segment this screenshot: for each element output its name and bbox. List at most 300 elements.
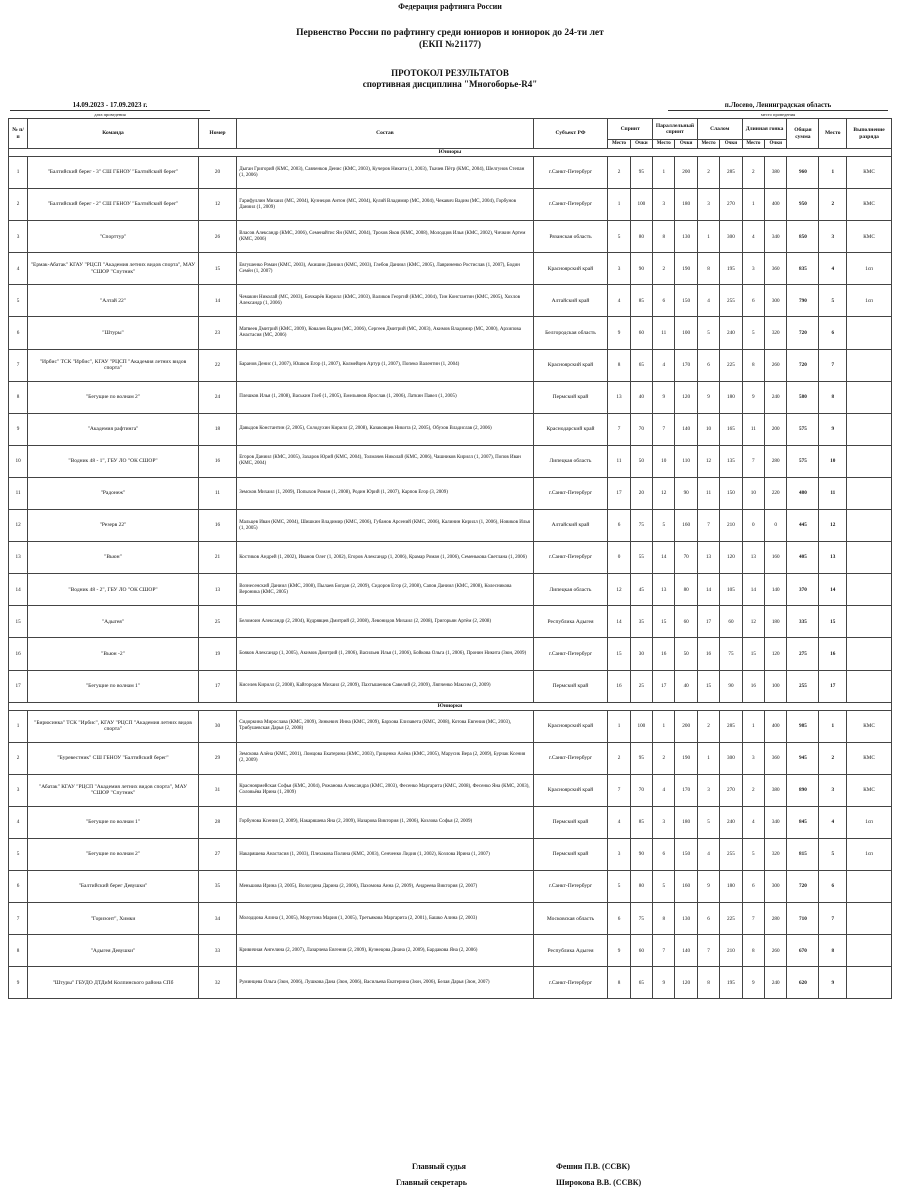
- parallel-points: 140: [675, 413, 697, 445]
- sub-points: Очки: [765, 140, 787, 149]
- row-number: 7: [9, 903, 28, 935]
- sprint-place: 11: [608, 445, 630, 477]
- rank-achieved: 1сп: [847, 253, 892, 285]
- rank-achieved: КМС: [847, 710, 892, 742]
- team-roster: Власов Александр (КМС, 2006), Семенайтис Ян (КМС, 2004), Трохов Яков (КМС, 2008), Молодцов Илья (КМС, 2002), Чичкин Артем (КМС, 2006): [237, 221, 533, 253]
- col-num: № п/п: [9, 119, 28, 149]
- parallel-points: 40: [675, 670, 697, 702]
- table-row: [9, 510, 892, 542]
- rank-achieved: КМС: [847, 742, 892, 774]
- long-race-points: 320: [765, 838, 787, 870]
- slalom-points: 300: [720, 742, 742, 774]
- long-race-place: 1: [742, 710, 764, 742]
- table-row: [9, 157, 892, 189]
- region: г.Санкт-Петербург: [533, 189, 608, 221]
- table-row: [9, 670, 892, 702]
- bib-number: 30: [198, 710, 236, 742]
- table-row: [9, 317, 892, 349]
- row-number: 17: [9, 670, 28, 702]
- long-race-place: 7: [742, 445, 764, 477]
- final-place: 9: [819, 967, 847, 999]
- region: Белгородская область: [533, 317, 608, 349]
- slalom-place: 16: [697, 638, 719, 670]
- row-number: 5: [9, 285, 28, 317]
- slalom-place: 2: [697, 710, 719, 742]
- total-points: 580: [787, 381, 819, 413]
- table-row: [9, 413, 892, 445]
- sprint-points: 75: [630, 903, 652, 935]
- parallel-place: 12: [653, 477, 675, 509]
- section-label: Юниоры: [9, 149, 892, 157]
- slalom-points: 60: [720, 606, 742, 638]
- row-number: 3: [9, 221, 28, 253]
- team-roster: Евгушенко Роман (КМС, 2003), Акишин Даниил (КМС, 2003), Глебов Даниил (КМС, 2005), Лавриненко Ростислав (1, 2007), Бодин Семён (1, 2007): [237, 253, 533, 285]
- team-roster: Земскова Алёна (КМС, 2001), Ломцова Екатерина (КМС, 2003), Гриценко Алёна (КМС, 2005), Марусик Вера (2, 2009), Бурчак Ксения (2, 2009): [237, 742, 533, 774]
- slalom-place: 2: [697, 157, 719, 189]
- sprint-place: 15: [608, 638, 630, 670]
- sprint-points: 40: [630, 381, 652, 413]
- slalom-place: 8: [697, 253, 719, 285]
- sprint-place: 1: [608, 189, 630, 221]
- team-roster: Дыган Григорий (КМС, 2003), Савченков Денис (КМС, 2003), Кучеров Никита (1, 2003), Ткачев Пётр (КМС, 2004), Шелгунов Степан (1, 2006): [237, 157, 533, 189]
- long-race-place: 14: [742, 574, 764, 606]
- slalom-points: 225: [720, 903, 742, 935]
- team-name: "Академия рафтинга": [28, 413, 199, 445]
- final-place: 12: [819, 510, 847, 542]
- total-points: 845: [787, 806, 819, 838]
- bib-number: 25: [198, 606, 236, 638]
- rank-achieved: [847, 871, 892, 903]
- parallel-place: 6: [653, 838, 675, 870]
- slalom-place: 6: [697, 903, 719, 935]
- final-place: 7: [819, 903, 847, 935]
- long-race-points: 100: [765, 670, 787, 702]
- parallel-points: 60: [675, 606, 697, 638]
- team-roster: Земсков Михаил (1, 2009), Попыхов Роман (1, 2008), Родин Юрий (1, 2007), Карпов Егор (3, 2009): [237, 477, 533, 509]
- rank-achieved: [847, 542, 892, 574]
- final-place: 16: [819, 638, 847, 670]
- team-roster: Егоров Даниил (КМС, 2005), Захаров Юрий (КМС, 2004), Толмачев Николай (КМС, 2006), Чашников Кирилл (1, 2007), Попов Иван (КМС, 2004): [237, 445, 533, 477]
- rank-achieved: [847, 935, 892, 967]
- parallel-place: 3: [653, 806, 675, 838]
- slalom-points: 150: [720, 477, 742, 509]
- long-race-place: 7: [742, 903, 764, 935]
- rank-achieved: [847, 638, 892, 670]
- row-number: 10: [9, 445, 28, 477]
- col-place: Место: [819, 119, 847, 149]
- team-roster: Беломоин Александр (2, 2004), Кудрявцев Дмитрий (2, 2008), Левонидов Михаил (2, 2008), Григорьян Артём (2, 2008): [237, 606, 533, 638]
- team-name: "Балтийский берег - 2" СШ ГБНОУ "Балтийский берег": [28, 189, 199, 221]
- chief-secretary-name: Широкова В.В. (ССВК): [556, 1178, 642, 1187]
- slalom-points: 240: [720, 806, 742, 838]
- long-race-points: 0: [765, 510, 787, 542]
- bib-number: 23: [198, 317, 236, 349]
- sprint-points: 45: [630, 574, 652, 606]
- table-row: [9, 542, 892, 574]
- team-roster: Кривичная Ангелина (2, 2007), Лазарчева Евгения (2, 2009), Кузнецова Диана (2, 2009), Бардакова Яна (2, 2006): [237, 935, 533, 967]
- row-number: 12: [9, 510, 28, 542]
- sprint-points: 85: [630, 806, 652, 838]
- parallel-place: 2: [653, 253, 675, 285]
- final-place: 9: [819, 413, 847, 445]
- col-sprint: Спринт: [608, 119, 653, 140]
- parallel-place: 17: [653, 670, 675, 702]
- team-roster: Баранов Денис (1, 2007), Юшков Егор (1, 2007), Колмейцев Артур (1, 2007), Попеко Валентин (1, 2004): [237, 349, 533, 381]
- title-line-1: Первенство России по рафтингу среди юниоров и юниорок до 24-ти лет: [296, 28, 604, 38]
- team-name: "Горизонт", Химки: [28, 903, 199, 935]
- final-place: 10: [819, 445, 847, 477]
- final-place: 6: [819, 871, 847, 903]
- team-roster: Красноярмейская Софья (КМС, 2004), Рожанова Александра (КМС, 2003), Фесенко Маргарита (КМС, 2008), Фесенко Яна (КМС, 2003), Соловьёва Ирина (1, 2009): [237, 774, 533, 806]
- long-race-place: 2: [742, 157, 764, 189]
- long-race-place: 2: [742, 774, 764, 806]
- bib-number: 17: [198, 670, 236, 702]
- chief-judge-label: Главный судья: [412, 1162, 467, 1171]
- total-points: 255: [787, 670, 819, 702]
- final-place: 2: [819, 742, 847, 774]
- sprint-points: 30: [630, 638, 652, 670]
- final-place: 1: [819, 157, 847, 189]
- parallel-points: 200: [675, 710, 697, 742]
- parallel-points: 50: [675, 638, 697, 670]
- region: г.Санкт-Петербург: [533, 742, 608, 774]
- parallel-points: 190: [675, 742, 697, 774]
- long-race-points: 280: [765, 445, 787, 477]
- sprint-points: 60: [630, 935, 652, 967]
- sprint-place: 13: [608, 381, 630, 413]
- final-place: 4: [819, 253, 847, 285]
- slalom-points: 255: [720, 285, 742, 317]
- long-race-points: 300: [765, 871, 787, 903]
- region: г.Санкт-Петербург: [533, 542, 608, 574]
- total-points: 710: [787, 903, 819, 935]
- team-roster: Горбунова Ксения (2, 2009), Накаряшева Яна (2, 2009), Назарова Виктория (1, 2006), Козлова Софья (2, 2009): [237, 806, 533, 838]
- parallel-points: 130: [675, 903, 697, 935]
- parallel-place: 1: [653, 710, 675, 742]
- table-row: [9, 445, 892, 477]
- parallel-place: 3: [653, 189, 675, 221]
- team-name: "Водник 48 - 2", ГБУ ЛО "ОК СШОР": [28, 574, 199, 606]
- sub-points: Очки: [630, 140, 652, 149]
- rank-achieved: [847, 670, 892, 702]
- region: г.Санкт-Петербург: [533, 638, 608, 670]
- parallel-points: 110: [675, 445, 697, 477]
- final-place: 14: [819, 574, 847, 606]
- long-race-place: 13: [742, 542, 764, 574]
- region: Красноярский край: [533, 710, 608, 742]
- slalom-points: 270: [720, 189, 742, 221]
- table-row: [9, 638, 892, 670]
- final-place: 5: [819, 838, 847, 870]
- slalom-place: 6: [697, 349, 719, 381]
- slalom-points: 210: [720, 510, 742, 542]
- team-name: "Спорттур": [28, 221, 199, 253]
- slalom-points: 285: [720, 710, 742, 742]
- long-race-place: 5: [742, 317, 764, 349]
- rank-achieved: 1сп: [847, 838, 892, 870]
- slalom-place: 4: [697, 838, 719, 870]
- table-row: [9, 871, 892, 903]
- total-points: 445: [787, 510, 819, 542]
- sprint-place: 14: [608, 606, 630, 638]
- parallel-points: 180: [675, 806, 697, 838]
- long-race-points: 140: [765, 574, 787, 606]
- slalom-place: 9: [697, 871, 719, 903]
- rank-achieved: [847, 967, 892, 999]
- final-place: 8: [819, 381, 847, 413]
- long-race-place: 16: [742, 670, 764, 702]
- region: Республика Адыгея: [533, 606, 608, 638]
- rank-achieved: [847, 349, 892, 381]
- slalom-points: 195: [720, 253, 742, 285]
- sprint-place: 17: [608, 477, 630, 509]
- table-row: [9, 189, 892, 221]
- bib-number: 11: [198, 477, 236, 509]
- total-points: 370: [787, 574, 819, 606]
- sprint-points: 75: [630, 510, 652, 542]
- team-name: "Ирбис" ТСК "Ирбис", КГАУ "РЦСП "Академия летних видов спорта": [28, 349, 199, 381]
- final-place: 15: [819, 606, 847, 638]
- sprint-points: 20: [630, 477, 652, 509]
- long-race-place: 3: [742, 742, 764, 774]
- bib-number: 33: [198, 935, 236, 967]
- row-number: 1: [9, 157, 28, 189]
- rank-achieved: КМС: [847, 774, 892, 806]
- table-row: [9, 903, 892, 935]
- sprint-points: 70: [630, 774, 652, 806]
- slalom-place: 9: [697, 381, 719, 413]
- slalom-place: 4: [697, 285, 719, 317]
- region: г.Санкт-Петербург: [533, 157, 608, 189]
- team-name: "Бегущие по волнам 1": [28, 670, 199, 702]
- total-points: 335: [787, 606, 819, 638]
- long-race-points: 300: [765, 285, 787, 317]
- slalom-points: 75: [720, 638, 742, 670]
- sub-points: Очки: [720, 140, 742, 149]
- row-number: 11: [9, 477, 28, 509]
- bib-number: 35: [198, 871, 236, 903]
- sprint-place: 7: [608, 774, 630, 806]
- slalom-points: 300: [720, 221, 742, 253]
- sprint-points: 80: [630, 221, 652, 253]
- sprint-place: 1: [608, 710, 630, 742]
- region: Пермский край: [533, 381, 608, 413]
- col-region: Субъект РФ: [533, 119, 608, 149]
- table-row: [9, 838, 892, 870]
- table-row: [9, 221, 892, 253]
- sub-place: Место: [742, 140, 764, 149]
- parallel-place: 5: [653, 871, 675, 903]
- parallel-place: 5: [653, 510, 675, 542]
- slalom-points: 90: [720, 670, 742, 702]
- rank-achieved: [847, 903, 892, 935]
- parallel-points: 180: [675, 189, 697, 221]
- row-number: 16: [9, 638, 28, 670]
- sprint-place: 3: [608, 838, 630, 870]
- total-points: 670: [787, 935, 819, 967]
- parallel-place: 11: [653, 317, 675, 349]
- sprint-place: 4: [608, 285, 630, 317]
- sprint-points: 85: [630, 285, 652, 317]
- long-race-points: 180: [765, 606, 787, 638]
- slalom-points: 105: [720, 574, 742, 606]
- row-number: 13: [9, 542, 28, 574]
- total-points: 950: [787, 189, 819, 221]
- parallel-place: 9: [653, 381, 675, 413]
- parallel-points: 160: [675, 871, 697, 903]
- row-number: 4: [9, 806, 28, 838]
- table-row: [9, 285, 892, 317]
- sprint-place: 0: [608, 542, 630, 574]
- team-name: "Бирюсинка" ТСК "Ирбис", КГАУ "РЦСП "Академия летних видов спорта": [28, 710, 199, 742]
- bib-number: 16: [198, 510, 236, 542]
- long-race-place: 1: [742, 189, 764, 221]
- long-race-place: 15: [742, 638, 764, 670]
- slalom-points: 240: [720, 317, 742, 349]
- long-race-points: 360: [765, 742, 787, 774]
- parallel-place: 14: [653, 542, 675, 574]
- row-number: 2: [9, 742, 28, 774]
- sprint-points: 90: [630, 838, 652, 870]
- table-row: [9, 253, 892, 285]
- total-points: 850: [787, 221, 819, 253]
- long-race-points: 220: [765, 477, 787, 509]
- row-number: 3: [9, 774, 28, 806]
- slalom-place: 1: [697, 742, 719, 774]
- region: г.Санкт-Петербург: [533, 477, 608, 509]
- region: Красноярский край: [533, 253, 608, 285]
- parallel-place: 1: [653, 157, 675, 189]
- long-race-points: 240: [765, 381, 787, 413]
- table-row: [9, 806, 892, 838]
- final-place: 7: [819, 349, 847, 381]
- dates-value: 14.09.2023 - 17.09.2023 г.: [10, 101, 210, 111]
- col-parallel: Параллельный спринт: [653, 119, 698, 140]
- long-race-points: 260: [765, 349, 787, 381]
- final-place: 8: [819, 935, 847, 967]
- col-team: Команда: [28, 119, 199, 149]
- slalom-place: 3: [697, 774, 719, 806]
- slalom-points: 195: [720, 967, 742, 999]
- parallel-place: 10: [653, 445, 675, 477]
- sprint-points: 25: [630, 670, 652, 702]
- long-race-place: 9: [742, 967, 764, 999]
- long-race-points: 120: [765, 638, 787, 670]
- col-slalom: Слалом: [697, 119, 742, 140]
- rank-achieved: [847, 574, 892, 606]
- team-name: "Вьюн": [28, 542, 199, 574]
- parallel-place: 8: [653, 221, 675, 253]
- chief-judge-name: Фешин П.В. (ССВК): [556, 1162, 630, 1171]
- bib-number: 29: [198, 742, 236, 774]
- sub-place: Место: [653, 140, 675, 149]
- region: Пермский край: [533, 838, 608, 870]
- sprint-place: 8: [608, 967, 630, 999]
- results-table: [8, 118, 892, 999]
- total-points: 985: [787, 710, 819, 742]
- long-race-place: 10: [742, 477, 764, 509]
- sprint-place: 9: [608, 317, 630, 349]
- region: г.Санкт-Петербург: [533, 967, 608, 999]
- sprint-place: 6: [608, 903, 630, 935]
- slalom-place: 3: [697, 189, 719, 221]
- protocol-title: [0, 68, 900, 90]
- sprint-points: 60: [630, 317, 652, 349]
- event-dates: [10, 101, 210, 117]
- bib-number: 18: [198, 413, 236, 445]
- rank-achieved: 1сп: [847, 806, 892, 838]
- rank-achieved: КМС: [847, 221, 892, 253]
- long-race-points: 400: [765, 189, 787, 221]
- slalom-place: 17: [697, 606, 719, 638]
- final-place: 3: [819, 221, 847, 253]
- sub-points: Очки: [675, 140, 697, 149]
- total-points: 720: [787, 871, 819, 903]
- team-roster: Меньшова Ирина (3, 2005), Вологдина Дарина (2, 2006), Пахомова Анна (2, 2009), Андреева Виктория (2, 2007): [237, 871, 533, 903]
- region: Красноярский край: [533, 774, 608, 806]
- team-name: "Вьюн -2": [28, 638, 199, 670]
- rank-achieved: КМС: [847, 189, 892, 221]
- long-race-points: 380: [765, 157, 787, 189]
- table-row: [9, 477, 892, 509]
- region: Липецкая область: [533, 445, 608, 477]
- slalom-points: 120: [720, 542, 742, 574]
- bib-number: 14: [198, 285, 236, 317]
- team-name: "Водник 48 - 1", ГБУ ЛО "ОК СШОР": [28, 445, 199, 477]
- team-roster: Костиков Андрей (1, 2002), Иванов Олег (1, 2002), Егоров Александр (1, 2006), Крамар Роман (1, 2006), Семенькова Светлана (1, 2006): [237, 542, 533, 574]
- rank-achieved: [847, 317, 892, 349]
- sprint-place: 5: [608, 871, 630, 903]
- sprint-place: 4: [608, 806, 630, 838]
- row-number: 9: [9, 967, 28, 999]
- team-name: "Абатак" КГАУ "РЦСП "Академия летних видов спорта", МАУ "СШОР "Спутник": [28, 774, 199, 806]
- region: Московская область: [533, 903, 608, 935]
- team-roster: Руминцева Ольга (3юн, 2006), Лушкова Дана (3юн, 2006), Васильева Екатерина (3юн, 2006), Белая Дарья (3юн, 2007): [237, 967, 533, 999]
- region: Алтайский край: [533, 285, 608, 317]
- sprint-place: 6: [608, 510, 630, 542]
- rank-achieved: [847, 445, 892, 477]
- parallel-points: 80: [675, 574, 697, 606]
- parallel-place: 16: [653, 638, 675, 670]
- sprint-place: 8: [608, 349, 630, 381]
- table-row: [9, 381, 892, 413]
- col-rank: Выполнение разряда: [847, 119, 892, 149]
- slalom-points: 165: [720, 413, 742, 445]
- row-number: 6: [9, 871, 28, 903]
- slalom-place: 7: [697, 510, 719, 542]
- slalom-place: 12: [697, 445, 719, 477]
- total-points: 720: [787, 317, 819, 349]
- table-row: [9, 935, 892, 967]
- team-name: "Ермак-Абатак" КГАУ "РЦСП "Академия летних видов спорта", МАУ "СШОР "Спутник": [28, 253, 199, 285]
- total-points: 480: [787, 477, 819, 509]
- row-number: 4: [9, 253, 28, 285]
- col-long-race: Длинная гонка: [742, 119, 787, 140]
- long-race-points: 340: [765, 806, 787, 838]
- team-roster: Матвеев Дмитрий (КМС, 2009), Ковалев Вадим (МС, 2006), Сергеев Дмитрий (МС, 2003), Акимов Владимир (МС, 2000), Архипова Анастасия (МС, 2006): [237, 317, 533, 349]
- sprint-place: 16: [608, 670, 630, 702]
- parallel-place: 7: [653, 935, 675, 967]
- sprint-points: 55: [630, 542, 652, 574]
- rank-achieved: 1сп: [847, 285, 892, 317]
- long-race-points: 280: [765, 903, 787, 935]
- rank-achieved: [847, 381, 892, 413]
- table-row: [9, 967, 892, 999]
- dates-caption: дата проведения: [94, 112, 126, 117]
- slalom-place: 13: [697, 542, 719, 574]
- final-place: 1: [819, 710, 847, 742]
- place-caption: место проведения: [760, 112, 796, 117]
